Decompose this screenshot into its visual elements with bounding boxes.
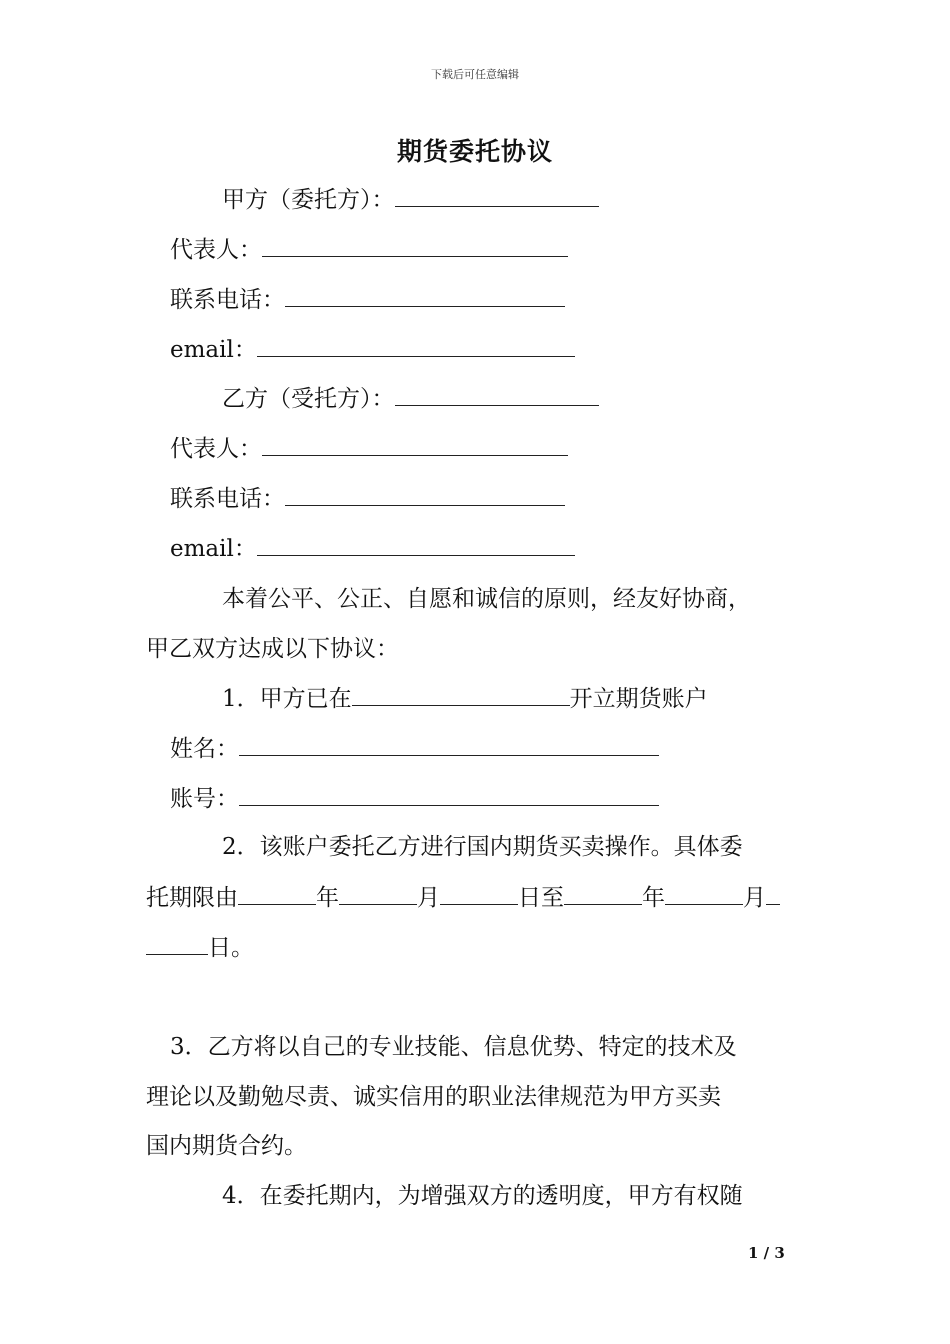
party-b-blank[interactable] <box>395 383 599 406</box>
intro-line-1: 本着公平、公正、自愿和诚信的原则，经友好协商， <box>222 586 751 612</box>
party-b-rep-label: 代表人： <box>170 436 262 462</box>
clause-4-line-1: 4．在委托期内，为增强双方的透明度，甲方有权随 <box>222 1183 743 1209</box>
clause-1-account-label: 账号： <box>170 786 239 812</box>
clause-3-line-1: 3．乙方将以自己的专业技能、信息优势、特定的技术及 <box>170 1034 737 1060</box>
clause-2-line-3 <box>146 932 254 963</box>
clause-1-name-blank[interactable] <box>239 733 659 756</box>
page-title: 期货委托协议 <box>396 137 553 166</box>
party-b-rep-line <box>170 433 568 464</box>
header-note: 下载后可任意编辑 <box>431 68 519 81</box>
party-a-rep-line <box>170 234 568 265</box>
party-a-email-label: email： <box>170 337 257 363</box>
clause-1-suffix: 开立期货账户 <box>569 686 708 712</box>
clause-2-end-month-blank[interactable] <box>665 882 743 905</box>
clause-2-line-2 <box>146 882 780 913</box>
clause-1-line <box>222 683 708 714</box>
party-a-rep-label: 代表人： <box>170 237 262 263</box>
party-b-line <box>222 383 599 414</box>
clause-2-month-2: 月 <box>743 885 766 911</box>
party-a-phone-line <box>170 284 565 315</box>
clause-1-account-blank[interactable] <box>239 783 659 806</box>
clause-2-end-day-blank[interactable] <box>146 932 208 955</box>
page-number: 1 / 3 <box>748 1244 785 1262</box>
clause-1-name-label: 姓名： <box>170 736 239 762</box>
clause-2-month-1: 月 <box>417 885 440 911</box>
party-a-rep-blank[interactable] <box>262 234 568 257</box>
clause-3-line-2: 理论以及勤勉尽责、诚实信用的职业法律规范为甲方买卖 <box>146 1084 721 1110</box>
party-a-phone-label: 联系电话： <box>170 287 285 313</box>
clause-1-account-line <box>170 783 659 814</box>
clause-2-end-day-blank-start[interactable] <box>766 882 780 905</box>
clause-1-name-line <box>170 733 659 764</box>
party-b-phone-label: 联系电话： <box>170 486 285 512</box>
clause-2-year-2: 年 <box>642 885 665 911</box>
party-a-phone-blank[interactable] <box>285 284 565 307</box>
party-b-phone-line <box>170 483 565 514</box>
party-a-email-line <box>170 334 575 365</box>
party-a-line <box>222 184 599 215</box>
clause-2-start-year-blank[interactable] <box>238 882 316 905</box>
clause-3-line-3: 国内期货合约。 <box>146 1133 307 1159</box>
clause-2-start-day-blank[interactable] <box>440 882 518 905</box>
clause-2-day-to: 日至 <box>518 885 564 911</box>
party-b-phone-blank[interactable] <box>285 483 565 506</box>
party-a-label: 甲方（委托方）： <box>222 187 395 213</box>
clause-2-end-year-blank[interactable] <box>564 882 642 905</box>
party-a-email-blank[interactable] <box>257 334 575 357</box>
party-b-label: 乙方（受托方）： <box>222 386 395 412</box>
party-b-email-line <box>170 533 575 564</box>
party-a-blank[interactable] <box>395 184 599 207</box>
clause-2-year-1: 年 <box>316 885 339 911</box>
clause-1-broker-blank[interactable] <box>352 683 570 706</box>
clause-2-end: 日。 <box>208 935 254 961</box>
intro-line-2: 甲乙双方达成以下协议： <box>146 636 399 662</box>
party-b-rep-blank[interactable] <box>262 433 568 456</box>
clause-1-prefix: 1．甲方已在 <box>222 686 352 712</box>
clause-2-start-month-blank[interactable] <box>339 882 417 905</box>
clause-2-line-1: 2．该账户委托乙方进行国内期货买卖操作。具体委 <box>222 834 743 860</box>
clause-2-prefix: 托期限由 <box>146 885 238 911</box>
party-b-email-blank[interactable] <box>257 533 575 556</box>
party-b-email-label: email： <box>170 536 257 562</box>
